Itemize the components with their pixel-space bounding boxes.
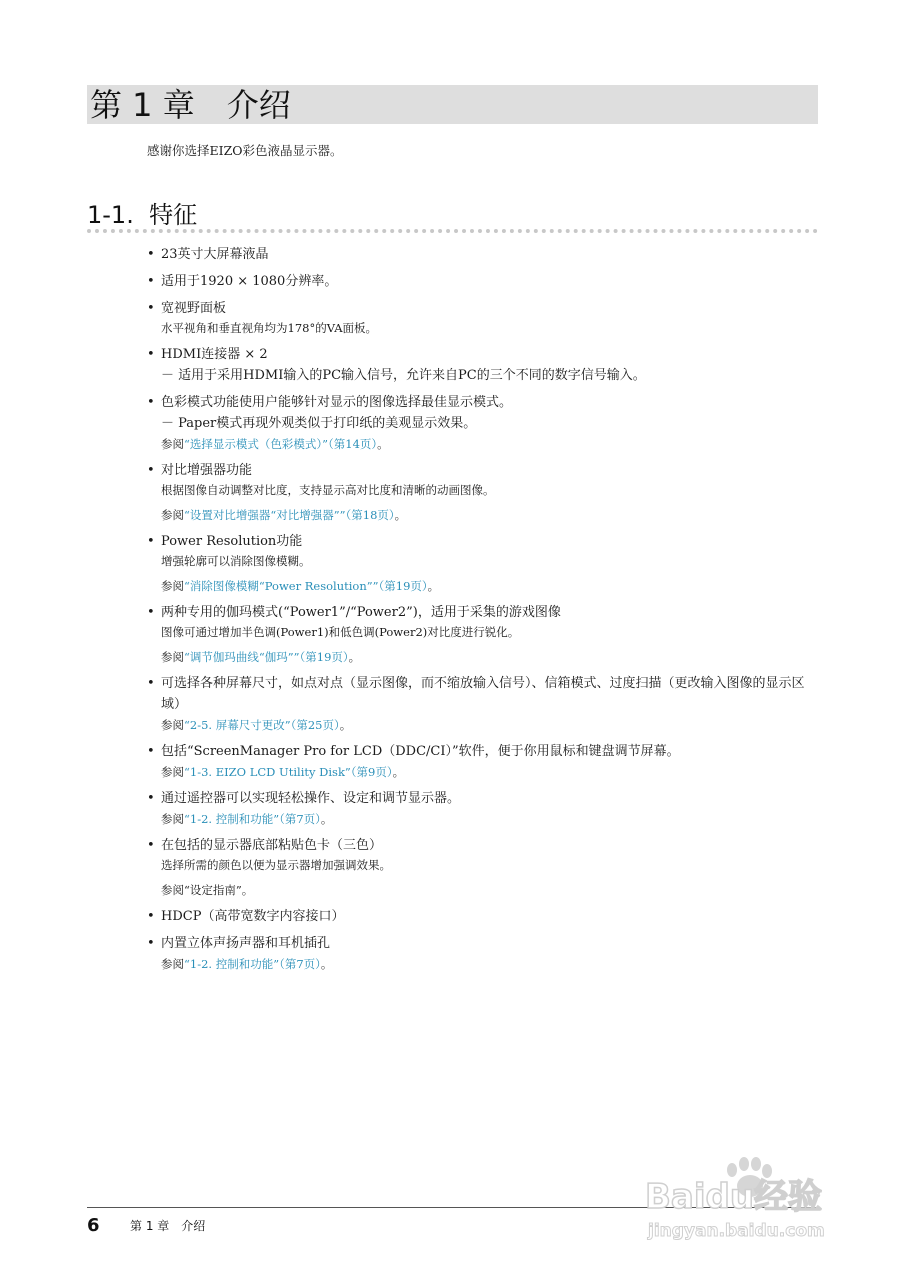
reference-link[interactable]: “1-2. 控制和功能”（第7页）: [184, 812, 321, 826]
feature-item: [147, 392, 822, 454]
feature-description: 选择所需的颜色以便为显示器增加强调效果。: [161, 858, 391, 872]
feature-title: • 内置立体声扬声器和耳机插孔: [161, 936, 331, 951]
feature-title: • 对比增强器功能: [161, 463, 253, 478]
reference-prefix: 参阅: [161, 650, 184, 664]
chapter-title: 第 1 章 介绍: [90, 86, 291, 124]
feature-title: • 两种专用的伽玛模式(“Power1”/“Power2”)，适用于采集的游戏图像: [161, 605, 561, 620]
feature-title: • Power Resolution功能: [161, 534, 303, 549]
feature-title: • 适用于1920 × 1080分辨率。: [161, 274, 338, 289]
reference-link[interactable]: “调节伽玛曲线“伽玛””（第19页）: [184, 650, 349, 664]
feature-title: • 色彩模式功能使用户能够针对显示的图像选择最佳显示模式。: [161, 395, 513, 410]
feature-item: [147, 460, 822, 525]
feature-item: [147, 741, 822, 782]
reference-suffix: 。: [348, 650, 361, 664]
page-number: 6: [87, 1215, 100, 1236]
feature-reference: 参阅“设定指南”。: [161, 883, 254, 897]
reference-suffix: 。: [320, 957, 333, 971]
reference-link[interactable]: “1-2. 控制和功能”（第7页）: [184, 957, 321, 971]
reference-prefix: 参阅: [161, 957, 184, 971]
reference-suffix: 。: [392, 765, 405, 779]
reference-link[interactable]: “设置对比增强器“对比增强器””（第18页）: [184, 508, 395, 522]
feature-item: [147, 602, 822, 667]
reference-link[interactable]: “消除图像模糊“Power Resolution””（第19页）: [184, 579, 428, 593]
feature-item: [147, 298, 822, 338]
feature-reference: [161, 762, 822, 782]
feature-title: • HDMI连接器 × 2: [161, 347, 268, 362]
feature-item: [147, 788, 822, 829]
feature-title: • 宽视野面板: [161, 301, 227, 316]
reference-prefix: 参阅: [161, 508, 184, 522]
feature-item: [147, 271, 822, 292]
feature-item: [147, 906, 822, 927]
reference-prefix: 参阅: [161, 579, 184, 593]
feature-item: [147, 835, 822, 900]
feature-item: [147, 344, 822, 386]
feature-reference: [161, 647, 822, 667]
feature-title: • 通过遥控器可以实现轻松操作、设定和调节显示器。: [161, 791, 461, 806]
reference-prefix: 参阅: [161, 437, 184, 451]
reference-prefix: 参阅: [161, 765, 184, 779]
feature-description: 增强轮廓可以消除图像模糊。: [161, 554, 311, 568]
feature-title: • HDCP（高带宽数字内容接口）: [161, 909, 345, 924]
feature-title: • 23英寸大屏幕液晶: [161, 247, 269, 262]
reference-suffix: 。: [394, 508, 407, 522]
footer-chapter-label: 第 1 章 介绍: [130, 1219, 206, 1233]
feature-reference: [161, 954, 822, 974]
feature-item: [147, 531, 822, 596]
feature-subpoint: － 适用于采用HDMI输入的PC输入信号，允许来自PC的三个不同的数字信号输入。: [161, 368, 646, 383]
reference-suffix: 。: [377, 437, 389, 451]
section-title: 1-1. 特征: [87, 201, 198, 229]
feature-list: [147, 244, 822, 980]
feature-reference: [161, 576, 822, 596]
watermark-brand: Baidu经验: [645, 1177, 823, 1217]
reference-suffix: 。: [320, 812, 333, 826]
feature-reference: [161, 715, 822, 735]
feature-description: 根据图像自动调整对比度，支持显示高对比度和清晰的动画图像。: [161, 483, 495, 497]
feature-reference: [161, 505, 822, 525]
reference-suffix: 。: [339, 718, 352, 732]
feature-item: [147, 933, 822, 974]
reference-prefix: 参阅: [161, 718, 184, 732]
feature-reference: [161, 809, 822, 829]
reference-link[interactable]: “2-5. 屏幕尺寸更改”（第25页）: [184, 718, 340, 732]
feature-description: 图像可通过增加半色调(Power1)和低色调(Power2)对比度进行锐化。: [161, 625, 520, 639]
baidu-watermark: [640, 1150, 855, 1250]
feature-reference: [161, 434, 822, 454]
feature-title: • 包括“ScreenManager Pro for LCD（DDC/CI）”软件，便于你用鼠标和键盘调节屏幕。: [161, 744, 680, 759]
section-divider: [87, 229, 818, 233]
feature-title: • 在包括的显示器底部粘贴色卡（三色）: [161, 838, 383, 853]
feature-description: 水平视角和垂直视角均为178°的VA面板。: [161, 321, 378, 335]
feature-title: • 可选择各种屏幕尺寸，如点对点（显示图像，而不缩放输入信号）、信箱模式、过度扫描（更改输入图像的显示区域）: [161, 676, 805, 712]
chapter-intro: 感谢你选择EIZO彩色液晶显示器。: [147, 143, 343, 158]
feature-item: [147, 244, 822, 265]
reference-link[interactable]: “选择显示模式（色彩模式）”（第14页）: [184, 437, 378, 451]
feature-item: [147, 673, 822, 735]
reference-prefix: 参阅: [161, 812, 184, 826]
reference-suffix: 。: [427, 579, 440, 593]
feature-subpoint: － Paper模式再现外观类似于打印纸的美观显示效果。: [161, 416, 477, 431]
reference-link[interactable]: “1-3. EIZO LCD Utility Disk”（第9页）: [184, 765, 393, 779]
watermark-url: jingyan.baidu.com: [648, 1221, 825, 1241]
